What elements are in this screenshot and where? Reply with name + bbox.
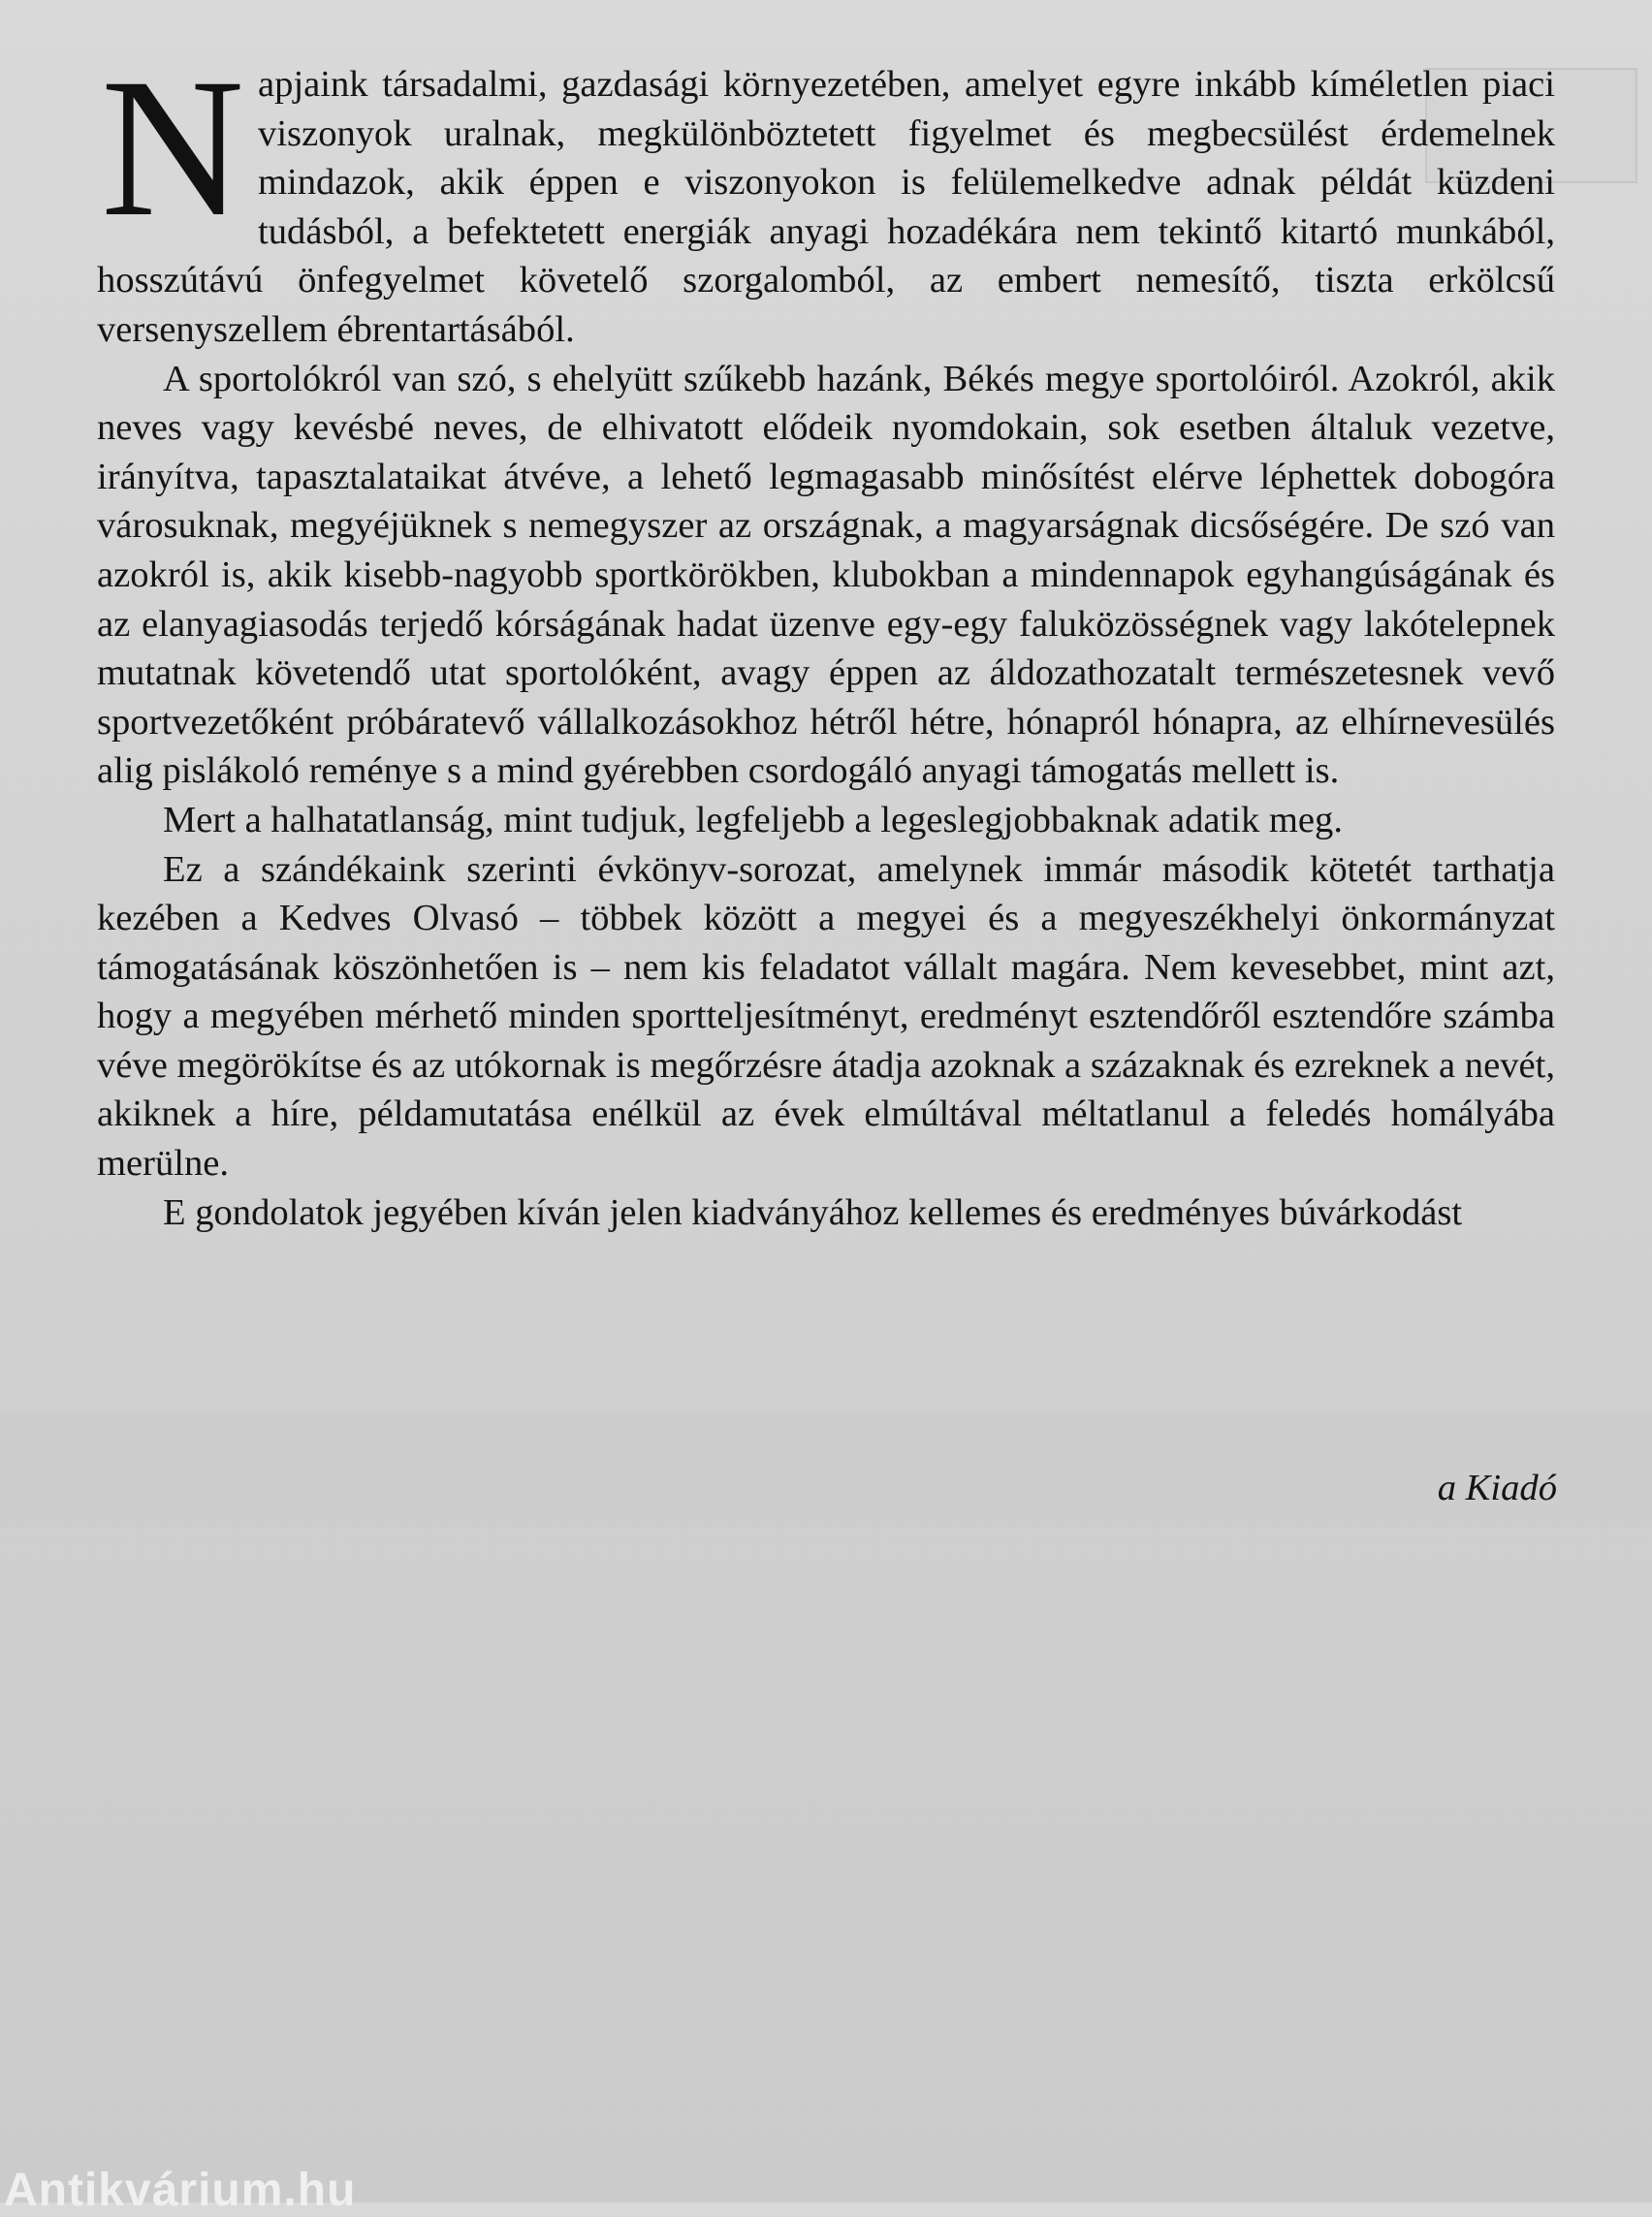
paragraph-2: A sportolókról van szó, s ehelyütt szűkebb hazánk, Békés megye sportolóiról. Azokról, akik neves vagy kevésbé neves, de elhivatott elődeik nyomdokain, sok esetben általuk vezetve, irányítva, tapasztalataikat átvéve, a lehető legmagasabb minősítést elérve léphettek dobogóra városuknak, megyéjüknek s nemegyszer az országnak, a magyarságnak dicsőségére. De szó van azokról is, akik kisebb-nagyobb sportkörökben, klubokban a mindennapok egyhangúságának és az elanyagiasodás terjedő kórságának hadat üzenve egy-egy faluközösségnek vagy lakótelepnek mutatnak követendő utat sportolóként, avagy éppen az áldozathozatalt természetesnek vevő sportvezetőként próbáratevő vállalkozásokhoz hétről hétre, hónapról hónapra, az elhírnevesülés alig pislákoló reménye s a mind gyérebben csordogáló anyagi támogatás mellett is. [97, 358, 1555, 792]
preface-text [97, 38, 1555, 1237]
paragraph-1-text: apjaink társadalmi, gazdasági környezetében, amelyet egyre inkább kíméletlen piaci viszonyok uralnak, megkülönböztetett figyelmet és megbecsülést érdemelnek mindazok, akik éppen e viszonyokon is felülemelkedve adnak példát küzdeni tudásból, a befektetett energiák anyagi hozadékára nem tekintő kitartó munkából, hosszútávú önfegyelmet követelő szorgalomból, az embert nemesítő, tiszta erkölcsű versenyszellem ébrentartásából. [97, 64, 1555, 350]
paragraph-4: Ez a szándékaink szerinti évkönyv-sorozat, amelynek immár második kötetét tarthatja kezében a Kedves Olvasó – többek között a megyei és a megyeszékhelyi önkormányzat támogatásának köszönhetően is – nem kis feladatot vállalt magára. Nem kevesebbet, mint azt, hogy a megyében mérhető minden sportteljesítményt, eredményt esztendőről esztendőre számba véve megörökítse és az utókornak is megőrzésre átadja azoknak a százaknak és ezreknek a nevét, akiknek a híre, példamutatása enélkül az évek elmúltával méltatlanul a feledés homályába merülne. [97, 848, 1555, 1185]
publisher-signature: a Kiadó [1437, 1468, 1557, 1508]
watermark: Antikvárium.hu [4, 2165, 357, 2216]
drop-cap: N [101, 38, 245, 258]
paragraph-5: E gondolatok jegyében kíván jelen kiadványához kellemes és eredményes búvárkodást [163, 1191, 1463, 1233]
paragraph-1 [97, 38, 1555, 355]
paragraph-3: Mert a halhatatlanság, mint tudjuk, legfeljebb a legeslegjobbaknak adatik meg. [163, 799, 1343, 840]
bleed-through-band [0, 1410, 1652, 1527]
